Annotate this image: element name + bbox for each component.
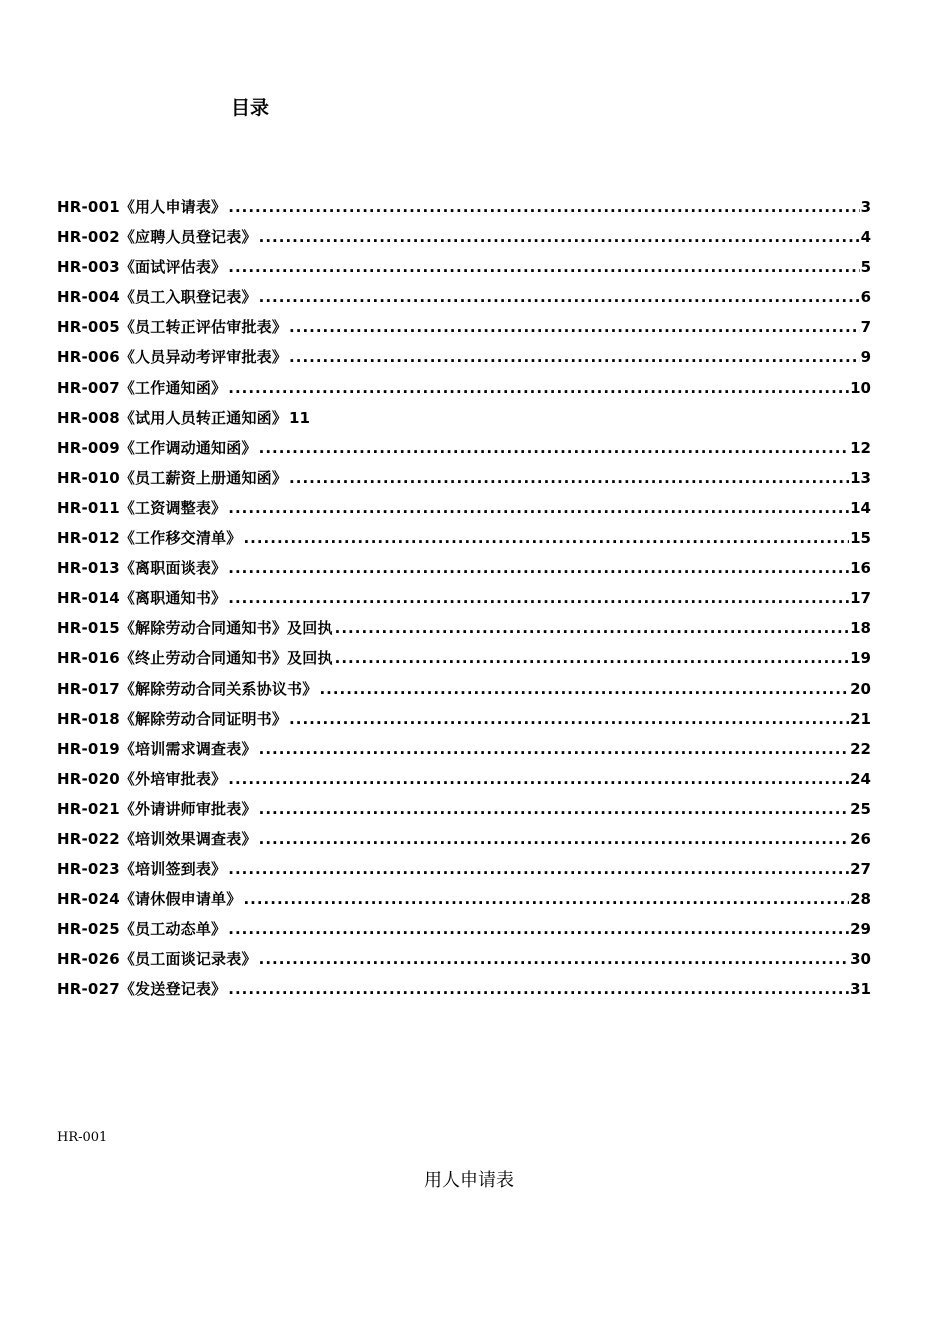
toc-entry[interactable] — [57, 312, 871, 342]
toc-entry-label: HR-017《解除劳动合同关系协议书》 — [57, 679, 318, 698]
toc-entry-label: HR-015《解除劳动合同通知书》及回执 — [57, 619, 333, 638]
toc-entry-page: 20 — [850, 679, 871, 698]
toc-entry[interactable] — [57, 824, 871, 854]
toc-entry[interactable] — [57, 192, 871, 222]
toc-entry-label: HR-004《员工入职登记表》 — [57, 288, 257, 307]
toc-entry-page: 21 — [850, 709, 871, 728]
toc-entry-label: HR-022《培训效果调查表》 — [57, 829, 257, 848]
toc-dot-leader — [228, 764, 849, 794]
toc-entry-page: 16 — [850, 559, 871, 578]
toc-dot-leader — [259, 282, 860, 312]
toc-dot-leader — [243, 884, 849, 914]
toc-entry[interactable] — [57, 794, 871, 824]
toc-dot-leader — [228, 493, 849, 523]
toc-entry-page: 26 — [850, 829, 871, 848]
toc-entry-label: HR-027《发送登记表》 — [57, 980, 227, 999]
toc-entry-label: HR-001《用人申请表》 — [57, 198, 227, 216]
toc-entry-page: 28 — [850, 890, 871, 909]
toc-dot-leader — [289, 312, 860, 342]
toc-dot-leader — [259, 944, 849, 974]
toc-entry-label: HR-005《员工转正评估审批表》 — [57, 318, 288, 337]
toc-entry-page: 24 — [850, 769, 871, 788]
toc-entry-page: 7 — [860, 318, 871, 337]
toc-entry[interactable] — [57, 704, 871, 734]
toc-entry-page: 9 — [860, 348, 871, 367]
toc-entry-label: HR-006《人员异动考评审批表》 — [57, 348, 288, 367]
toc-dot-leader — [243, 523, 849, 553]
toc-entry-page: 11 — [289, 408, 310, 427]
toc-entry-label: HR-002《应聘人员登记表》 — [57, 228, 257, 247]
toc-dot-leader — [228, 252, 859, 282]
toc-entry-label: HR-020《外培审批表》 — [57, 769, 227, 788]
toc-dot-leader — [228, 553, 849, 583]
toc-dot-leader — [289, 463, 849, 493]
toc-entry-page: 3 — [860, 198, 871, 216]
form-title: 用人申请表 — [424, 1170, 514, 1191]
toc-dot-leader — [335, 643, 849, 673]
toc-entry-label: HR-007《工作通知函》 — [57, 378, 227, 397]
toc-title: 目录 — [231, 97, 270, 119]
toc-dot-leader — [259, 222, 860, 252]
toc-dot-leader — [259, 433, 849, 463]
toc-entry[interactable] — [57, 854, 871, 884]
toc-dot-leader — [289, 342, 860, 372]
toc-entry-page: 15 — [850, 529, 871, 548]
toc-entry[interactable] — [57, 764, 871, 794]
toc-entry[interactable] — [57, 373, 871, 403]
toc-dot-leader — [289, 704, 849, 734]
toc-entry[interactable] — [57, 583, 871, 613]
toc-entry-label: HR-018《解除劳动合同证明书》 — [57, 709, 288, 728]
toc-dot-leader — [228, 974, 849, 1004]
toc-entry-page: 29 — [850, 920, 871, 939]
toc-entry[interactable] — [57, 613, 871, 643]
toc-entry-page: 4 — [860, 228, 871, 247]
toc-entry[interactable] — [57, 342, 871, 372]
toc-entry-label: HR-009《工作调动通知函》 — [57, 438, 257, 457]
toc-list — [57, 192, 871, 1005]
toc-entry[interactable] — [57, 433, 871, 463]
toc-entry[interactable] — [57, 643, 871, 673]
toc-entry[interactable] — [57, 884, 871, 914]
toc-entry[interactable] — [57, 734, 871, 764]
toc-entry-page: 10 — [850, 378, 871, 397]
toc-entry-label: HR-003《面试评估表》 — [57, 258, 227, 277]
toc-dot-leader — [228, 373, 849, 403]
toc-entry-label: HR-024《请休假申请单》 — [57, 890, 242, 909]
toc-entry[interactable] — [57, 674, 871, 704]
toc-entry-page: 30 — [850, 950, 871, 969]
toc-entry-page: 18 — [850, 619, 871, 638]
toc-entry-label: HR-012《工作移交清单》 — [57, 529, 242, 548]
toc-entry-label: HR-025《员工动态单》 — [57, 920, 227, 939]
toc-dot-leader — [228, 914, 849, 944]
toc-entry-page: 14 — [850, 498, 871, 517]
toc-entry-label: HR-013《离职面谈表》 — [57, 559, 227, 578]
toc-entry-label: HR-026《员工面谈记录表》 — [57, 950, 257, 969]
toc-dot-leader — [259, 824, 849, 854]
toc-dot-leader — [259, 734, 849, 764]
toc-entry-label: HR-019《培训需求调查表》 — [57, 739, 257, 758]
toc-entry[interactable] — [57, 944, 871, 974]
toc-dot-leader — [319, 674, 849, 704]
toc-entry-label: HR-023《培训签到表》 — [57, 860, 227, 879]
toc-entry-page: 6 — [860, 288, 871, 307]
toc-entry-page: 12 — [850, 438, 871, 457]
toc-entry-page: 22 — [850, 739, 871, 758]
toc-entry[interactable] — [57, 403, 871, 433]
toc-entry[interactable] — [57, 493, 871, 523]
toc-dot-leader — [259, 794, 849, 824]
toc-dot-leader — [228, 192, 859, 222]
toc-dot-leader — [228, 583, 849, 613]
toc-entry[interactable] — [57, 914, 871, 944]
form-code: HR-001 — [57, 1130, 108, 1145]
toc-entry-label: HR-021《外请讲师审批表》 — [57, 799, 257, 818]
toc-entry-page: 25 — [850, 799, 871, 818]
toc-entry-label: HR-011《工资调整表》 — [57, 498, 227, 517]
toc-entry-page: 27 — [850, 860, 871, 879]
toc-entry-page: 17 — [850, 589, 871, 608]
toc-entry[interactable] — [57, 553, 871, 583]
toc-entry[interactable] — [57, 222, 871, 252]
toc-dot-leader — [335, 613, 849, 643]
toc-entry[interactable] — [57, 252, 871, 282]
toc-entry-page: 5 — [860, 258, 871, 277]
toc-entry-page: 19 — [850, 649, 871, 668]
toc-entry-label: HR-010《员工薪资上册通知函》 — [57, 468, 288, 487]
toc-entry-label: HR-016《终止劳动合同通知书》及回执 — [57, 649, 333, 668]
toc-entry-label: HR-008《试用人员转正通知函》 — [57, 408, 288, 427]
toc-entry-page: 13 — [850, 468, 871, 487]
toc-entry[interactable] — [57, 523, 871, 553]
toc-entry[interactable] — [57, 282, 871, 312]
toc-entry[interactable] — [57, 463, 871, 493]
toc-entry[interactable] — [57, 974, 871, 1004]
toc-entry-page: 31 — [850, 980, 871, 999]
toc-entry-label: HR-014《离职通知书》 — [57, 589, 227, 608]
toc-dot-leader — [228, 854, 849, 884]
